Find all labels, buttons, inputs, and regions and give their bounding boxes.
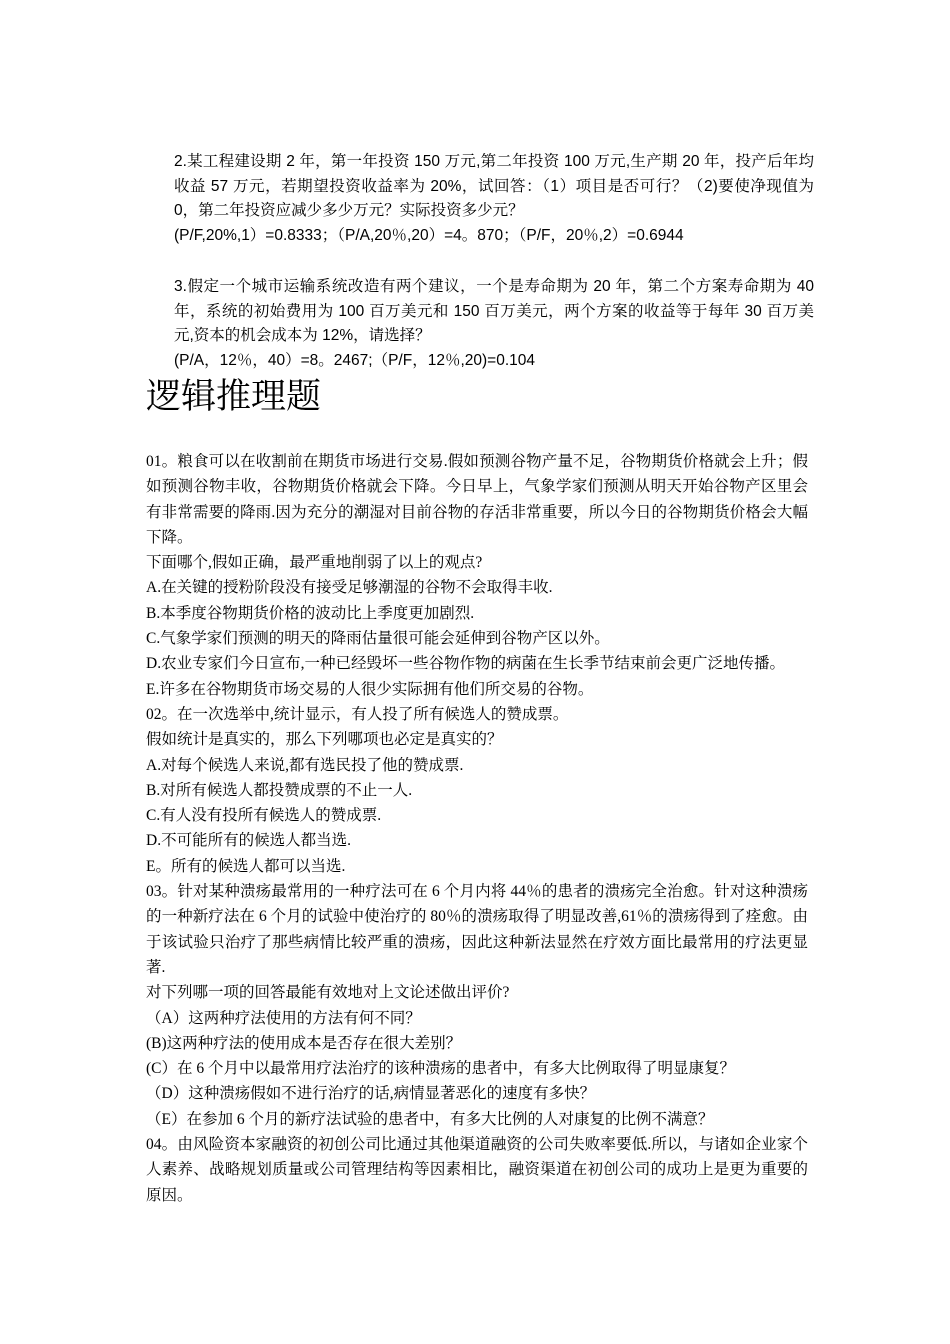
question-3-factors: (P/A，12％，40）=8。2467;（P/F，12％,20)=0.104 [174,351,535,369]
logic-q02-stem: 02。在一次选举中,统计显示，有人投了所有候选人的赞成票。 [146,705,569,723]
logic-q03-option-d: （D）这种溃疡假如不进行治疗的话,病情显著恶化的速度有多快？ [146,1085,596,1103]
question-3 [174,275,814,373]
logic-q01-prompt: 下面哪个,假如正确，最严重地削弱了以上的观点? [146,554,483,572]
logic-q03-option-e: （E）在参加 6 个月的新疗法试验的患者中，有多大比例的人对康复的比例不满意？ [146,1110,714,1128]
logic-q02-option-b: B.对所有候选人都投赞成票的不止一人. [146,781,413,799]
logic-q03-option-c: (C）在 6 个月中以最常用疗法治疗的该种溃疡的患者中，有多大比例取得了明显康复？ [146,1060,736,1078]
logic-q01-option-e: E.许多在谷物期货市场交易的人很少实际拥有他们所交易的谷物。 [146,680,594,698]
logic-q04-stem: 04。由风险资本家融资的初创公司比通过其他渠道融资的公司失败率要低.所以，与诸如企业家个人素养、战略规划质量或公司管理结构等因素相比，融资渠道在初创公司的成功上是更为重要的原因。 [146,1136,808,1204]
logic-q02-option-d: D.不可能所有的候选人都当选. [146,832,351,850]
logic-q01-option-d: D.农业专家们今日宣布,一种已经毁坏一些谷物作物的病菌在生长季节结束前会更广泛地传播。 [146,655,785,673]
logic-q01-option-a: A.在关键的授粉阶段没有接受足够潮湿的谷物不会取得丰收. [146,579,553,597]
question-2-factors: (P/F,20%,1）=0.8333；（P/A,20％,20）=4。870；（P/F，20％,2）=0.6944 [174,226,684,244]
logic-q01-option-c: C.气象学家们预测的明天的降雨估量很可能会延伸到谷物产区以外。 [146,630,610,648]
logic-q02-option-e: E。所有的候选人都可以当选. [146,857,346,875]
logic-q03-prompt: 对下列哪一项的回答最能有效地对上文论述做出评价? [146,984,510,1002]
logic-q01-option-b: B.本季度谷物期货价格的波动比上季度更加剧烈. [146,604,475,622]
logic-q02-option-a: A.对每个候选人来说,都有选民投了他的赞成票. [146,756,464,774]
question-2 [174,150,814,248]
question-3-text: 3.假定一个城市运输系统改造有两个建议，一个是寿命期为 20 年，第二个方案寿命期为 40 年，系统的初始费用为 100 百万美元和 150 百万美元，两个方案的收益等于每年 30 百万美元,资本的机会成本为 12%，请选择？ [174,278,814,344]
section-title: 逻辑推理题 [146,377,322,416]
logic-q01-stem: 01。粮食可以在收割前在期货市场进行交易.假如预测谷物产量不足，谷物期货价格就会上升；假如预测谷物丰收，谷物期货价格就会下降。今日早上，气象学家们预测从明天开始谷物产区里会有非常需要的降雨.因为充分的潮湿对目前谷物的存活非常重要，所以今日的谷物期货价格会大幅下降。 [146,453,808,546]
logic-q02-prompt: 假如统计是真实的，那么下列哪项也必定是真实的？ [146,731,503,749]
logic-q03-option-b: (B)这两种疗法的使用成本是否存在很大差别？ [146,1034,462,1052]
question-2-text: 2.某工程建设期 2 年，第一年投资 150 万元,第二年投资 100 万元,生产期 20 年，投产后年均收益 57 万元，若期望投资收益率为 20%，试回答：（1）项目是否可行？（2)要使净现值为 0，第二年投资应减少多少万元？实际投资多少元？ [174,153,814,219]
logic-q03-option-a: （A）这两种疗法使用的方法有何不同？ [146,1009,421,1027]
logic-q02-option-c: C.有人没有投所有候选人的赞成票. [146,807,382,825]
logic-q03-stem: 03。针对某种溃疡最常用的一种疗法可在 6 个月内将 44％的患者的溃疡完全治愈。针对这种溃疡的一种新疗法在 6 个月的试验中使治疗的 80％的溃疡取得了明显改善,61％的溃疡得到了痊愈。由于该试验只治疗了那些病情比较严重的溃疡，因此这种新法显然在疗效方面比最常用的疗法更显著. [146,883,808,976]
logic-questions [146,449,808,1208]
